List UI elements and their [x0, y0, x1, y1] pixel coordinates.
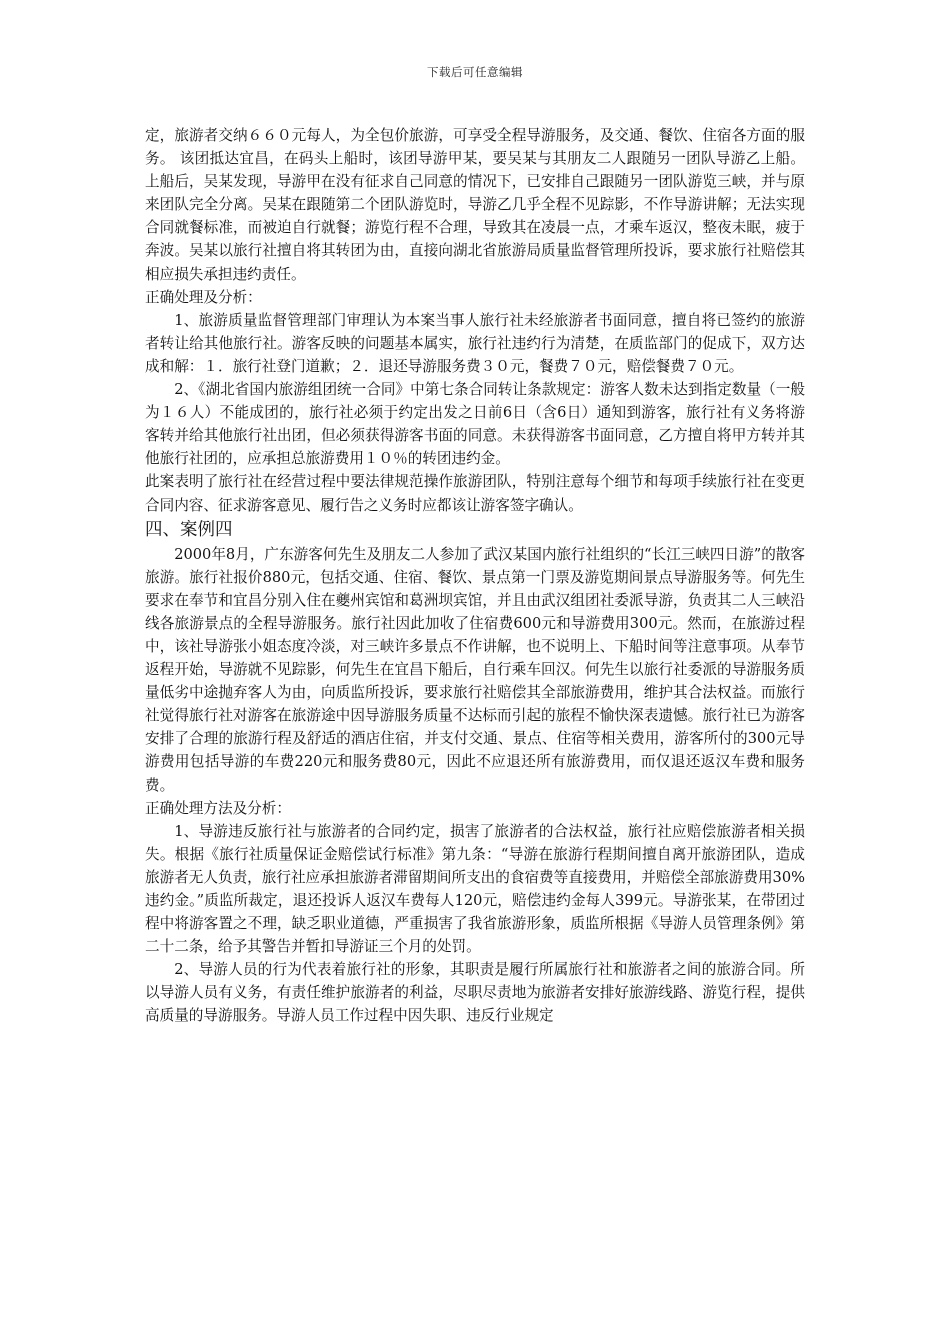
paragraph-analysis-1: 1、旅游质量监督管理部门审理认为本案当事人旅行社未经旅游者书面同意，擅自将已签约的旅游者转让给其他旅行社。游客反映的问题基本属实，旅行社违约行为清楚，在质监部门的促成下，双方达成和解：１．旅行社登门道歉；２．退还导游服务费３０元，餐费７０元，赔偿餐费７０元。 — [145, 311, 805, 375]
document-body — [145, 124, 805, 1028]
page-header: 下载后可任意编辑 — [427, 65, 523, 79]
section-label-handling-method: 正确处理方法及分析： — [145, 799, 291, 817]
paragraph-analysis-2: 2、《湖北省国内旅游组团统一合同》中第七条合同转让条款规定：游客人数未达到指定数量（一般为１６人）不能成团的，旅行社必须于约定出发之日前6日（含6日）通知到游客，旅行社有义务将游客转并给其他旅行社出团，但必须获得游客书面的同意。未获得游客书面同意，乙方擅自将甲方转并其他旅行社团的，应承担总旅游费用１０％的转团违约金。 — [145, 381, 805, 468]
paragraph-conclusion: 此案表明了旅行社在经营过程中要法律规范操作旅游团队，特别注意每个细节和每项手续旅行社在变更合同内容、征求游客意见、履行告之义务时应都该让游客签字确认。 — [145, 473, 805, 514]
paragraph-method-analysis-2: 2、导游人员的行为代表着旅行社的形象，其职责是履行所属旅行社和旅游者之间的旅游合同。所以导游人员有义务，有责任维护旅游者的利益，尽职尽责地为旅游者安排好旅游线路、游览行程，提供高质量的导游服务。导游人员工作过程中因失职、违反行业规定 — [145, 961, 805, 1025]
paragraph-case-three-continued: 定，旅游者交纳６６０元每人，为全包价旅游，可享受全程导游服务，及交通、餐饮、住宿各方面的服务。 该团抵达宜昌，在码头上船时，该团导游甲某，要吴某与其朋友二人跟随另一团队导游乙上船。上船后，吴某发现，导游甲在没有征求自己同意的情况下，已安排自己跟随另一团队游览三峡，并与原来团队完全分离。吴某在跟随第二个团队游览时，导游乙几乎全程不见踪影，不作导游讲解；无法实现合同就餐标准，而被迫自行就餐；游览行程不合理，导致其在凌晨一点，才乘车返汉，整夜未眠，疲于奔波。吴某以旅行社擅自将其转团为由，直接向湖北省旅游局质量监督管理所投诉，要求旅行社赔偿其相应损失承担违约责任。 — [145, 127, 805, 283]
section-label-handling: 正确处理及分析： — [145, 288, 262, 306]
paragraph-method-analysis-1: 1、导游违反旅行社与旅游者的合同约定，损害了旅游者的合法权益，旅行社应赔偿旅游者相关损失。根据《旅行社质量保证金赔偿试行标准》第九条：“导游在旅游行程期间擅自离开旅游团队，造成旅游者无人负责，旅行社应承担旅游者滞留期间所支出的食宿费等直接费用，并赔偿全部旅游费用30%违约金。”质监所裁定，退还投诉人返汉车费每人120元，赔偿违约金每人399元。导游张某，在带团过程中将游客置之不理，缺乏职业道德，严重损害了我省旅游形象，质监所根据《导游人员管理条例》第二十二条，给予其警告并暂扣导游证三个月的处罚。 — [145, 822, 805, 956]
paragraph-case-four: 2000年8月，广东游客何先生及朋友二人参加了武汉某国内旅行社组织的“长江三峡四日游”的散客旅游。旅行社报价880元，包括交通、住宿、餐饮、景点第一门票及游览期间景点导游服务等。何先生要求在奉节和宜昌分别入住在夔州宾馆和葛洲坝宾馆，并且由武汉组团社委派导游，负责其二人三峡沿线各旅游景点的全程导游服务。旅行社因此加收了住宿费600元和导游费用300元。然而，在旅游过程中，该社导游张小姐态度冷淡，对三峡许多景点不作讲解，也不说明上、下船时间等注意事项。从奉节返程开始，导游就不见踪影，何先生在宜昌下船后，自行乘车回汉。何先生以旅行社委派的导游服务质量低劣中途抛弃客人为由，向质监所投诉，要求旅行社赔偿其全部旅游费用，维护其合法权益。而旅行社觉得旅行社对游客在旅游途中因导游服务质量不达标而引起的旅程不愉快深表遗憾。旅行社已为游客安排了合理的旅游行程及舒适的酒店住宿，并支付交通、景点、住宿等相关费用，游客所付的300元导游费用包括导游的车费220元和服务费80元，因此不应退还所有旅游费用，而仅退还返汉车费和服务费。 — [145, 545, 805, 794]
section-heading-case-four: 四、案例四 — [145, 519, 233, 540]
